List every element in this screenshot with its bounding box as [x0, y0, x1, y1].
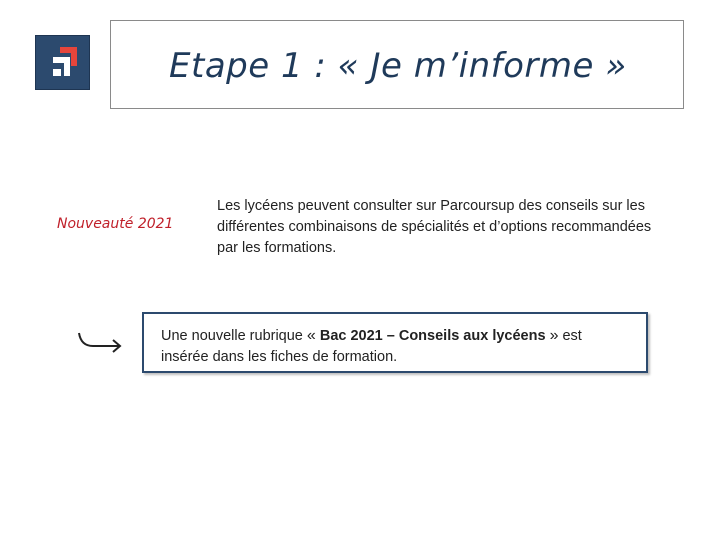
- rubrique-text-after: est insérée dans les fiches de formation.: [161, 328, 582, 365]
- intro-paragraph: Les lycéens peuvent consulter sur Parcoursup des conseils sur les différentes combinaisons de spécialités et d’options recommandées par les formations.: [217, 198, 652, 256]
- rubrique-highlight: Bac 2021 – Conseils aux lycéens: [315, 328, 550, 344]
- new-2021-badge: Nouveauté 2021: [57, 216, 174, 232]
- page-title: Etape 1 : « Je m’informe »: [169, 46, 627, 86]
- title-box: [110, 20, 684, 109]
- curved-arrow-right-icon: [75, 327, 125, 355]
- rubrique-text: [161, 325, 631, 368]
- rubrique-callout: [142, 312, 648, 373]
- rubrique-open-quote: «: [306, 327, 316, 344]
- parcoursup-logo-icon: [35, 35, 90, 90]
- rubrique-close-quote: »: [549, 327, 559, 344]
- rubrique-text-before: Une nouvelle rubrique: [161, 328, 307, 344]
